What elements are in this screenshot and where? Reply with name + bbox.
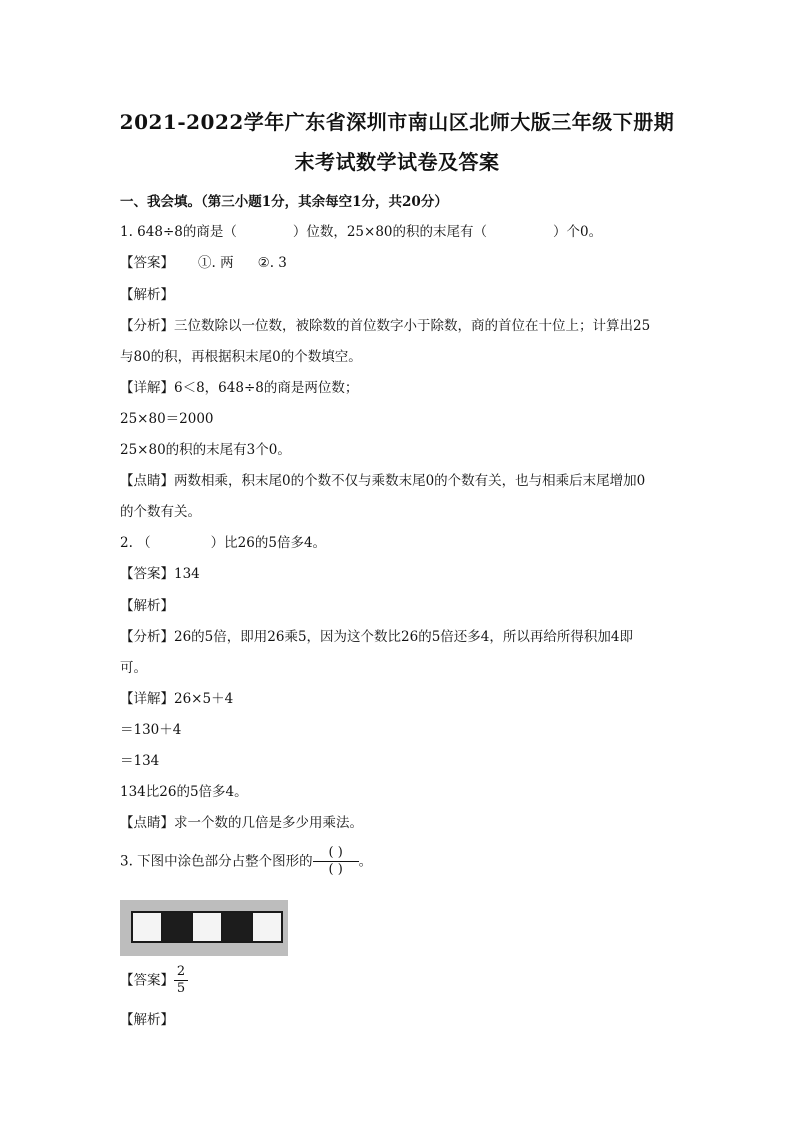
- answer-label: 【答案】: [120, 972, 174, 989]
- q2-step-1: ＝130＋4: [120, 722, 182, 738]
- q2-step-2: ＝134: [120, 753, 160, 769]
- q3-text-a: 3. 下图中涂色部分占整个图形的: [120, 853, 313, 870]
- q3-answer: [120, 965, 188, 997]
- q2-jiexi-label: 【解析】: [120, 598, 174, 614]
- q1-answer-2: ②. 3: [257, 255, 287, 271]
- q1-text-c: ）个0。: [553, 224, 603, 240]
- q1-answer: [120, 251, 287, 271]
- document-title-line-1: 2021-2022学年广东省深圳市南山区北师大版三年级下册期: [119, 110, 675, 134]
- xiangjie-label: 【详解】: [120, 380, 174, 396]
- q3-answer-fraction: [174, 965, 188, 997]
- q1-answer-1: ①. 两: [198, 255, 234, 271]
- q1-text-b: ）位数，25×80的积的末尾有（: [292, 224, 488, 240]
- q3-fraction-numerator: ( ): [328, 845, 343, 860]
- figure-square-white: [131, 911, 163, 943]
- q2-dianjing-line-1: 求一个数的几倍是多少用乘法。: [174, 815, 363, 831]
- q2-fenxi-line-2: 可。: [120, 660, 147, 676]
- figure-square-dark: [161, 911, 193, 943]
- question-1: [120, 220, 602, 240]
- q2-xiangjie-line-1: 26×5＋4: [174, 691, 234, 707]
- q2-xiangjie: [120, 687, 233, 707]
- q3-answer-numerator: 2: [176, 964, 186, 979]
- q2-answer: [120, 562, 200, 582]
- q1-dianjing-line-2: 的个数有关。: [120, 504, 201, 520]
- figure-square-white: [251, 911, 283, 943]
- q1-xiangjie: [120, 376, 358, 396]
- q1-jiexi-label: 【解析】: [120, 287, 174, 303]
- answer-label: 【答案】: [120, 566, 174, 582]
- question-3: [120, 846, 372, 878]
- q2-text-b: ）比26的5倍多4。: [210, 535, 327, 551]
- figure-square-dark: [221, 911, 253, 943]
- q3-answer-denominator: 5: [176, 981, 186, 997]
- q1-fenxi-line-2: 与80的积，再根据积末尾0的个数填空。: [120, 349, 362, 365]
- q3-fraction-blank: [313, 846, 359, 878]
- q3-shaded-figure: [120, 900, 288, 956]
- q2-dianjing: [120, 811, 363, 831]
- fenxi-label: 【分析】: [120, 318, 174, 334]
- q1-fenxi-line-1: 三位数除以一位数，被除数的首位数字小于除数，商的首位在十位上；计算出25: [174, 318, 651, 334]
- q2-fenxi: [120, 625, 633, 645]
- answer-label: 【答案】: [120, 255, 174, 271]
- q1-dianjing: [120, 469, 645, 489]
- dianjing-label: 【点睛】: [120, 815, 174, 831]
- q1-step-2: 25×80的积的末尾有3个0。: [120, 442, 291, 458]
- fenxi-label: 【分析】: [120, 629, 174, 645]
- q2-fenxi-line-1: 26的5倍，即用26乘5，因为这个数比26的5倍还多4，所以再给所得积加4即: [174, 629, 633, 645]
- xiangjie-label: 【详解】: [120, 691, 174, 707]
- question-2: [120, 531, 326, 551]
- q2-step-3: 134比26的5倍多4。: [120, 784, 248, 800]
- q1-step-1: 25×80＝2000: [120, 411, 214, 427]
- document-title-line-2: 末考试数学试卷及答案: [294, 150, 500, 174]
- q2-text-a: 2. （: [120, 535, 151, 551]
- q3-text-b: 。: [358, 853, 373, 870]
- q3-fraction-denominator: ( ): [328, 862, 343, 878]
- figure-square-white: [191, 911, 223, 943]
- section-heading: 一、我会填。（第三小题1分，其余每空1分，共20分）: [120, 194, 448, 210]
- q1-text-a: 1. 648÷8的商是（: [120, 224, 237, 240]
- dianjing-label: 【点睛】: [120, 473, 174, 489]
- q1-dianjing-line-1: 两数相乘，积末尾0的个数不仅与乘数末尾0的个数有关，也与相乘后末尾增加0: [174, 473, 646, 489]
- q1-fenxi: [120, 314, 650, 334]
- q2-answer-value: 134: [174, 566, 200, 582]
- q3-jiexi-label: 【解析】: [120, 1012, 174, 1028]
- q1-xiangjie-line-1: 6＜8，648÷8的商是两位数；: [174, 380, 359, 396]
